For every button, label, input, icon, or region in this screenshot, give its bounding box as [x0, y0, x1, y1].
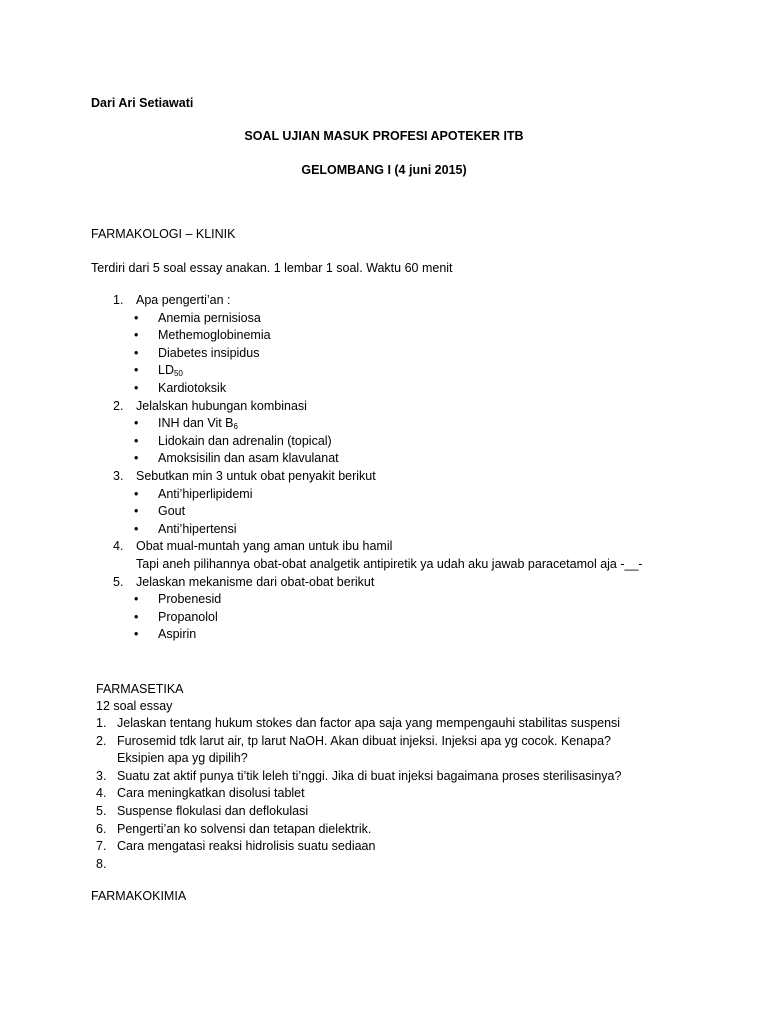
- question-item: [96, 715, 621, 733]
- question-text: Pengerti’an ko solvensi dan tetapan dielektrik.: [117, 821, 372, 836]
- question-number: 2.: [96, 733, 107, 748]
- question-item: [96, 821, 621, 839]
- question-item: [96, 856, 621, 874]
- bullet-icon: •: [134, 486, 139, 501]
- question-continuation: Tapi aneh pilihannya obat-obat analgetik antipiretik ya udah aku jawab paracetamol aja -__-: [136, 556, 643, 571]
- bullet-icon: •: [134, 451, 139, 466]
- question-text: Suatu zat aktif punya ti’tik leleh ti’nggi. Jika di buat injeksi bagaimana proses sterilisasinya?: [117, 768, 622, 783]
- list-item: • Anti’hipertensi: [113, 521, 643, 539]
- question-text: Jelalskan hubungan kombinasi: [136, 398, 307, 413]
- question-number: 2.: [113, 398, 124, 413]
- list-item: • Gout: [113, 503, 643, 521]
- list-item: • Lidokain dan adrenalin (topical): [113, 433, 643, 451]
- list-item: • Diabetes insipidus: [113, 345, 643, 363]
- question-text: Furosemid tdk larut air, tp larut NaOH. Akan dibuat injeksi. Injeksi apa yg cocok. Kenapa?: [117, 733, 612, 748]
- question-number: 7.: [96, 839, 107, 854]
- question-item: [113, 538, 643, 556]
- section-intro-farmasetika: 12 soal essay: [96, 699, 173, 713]
- section-heading-farmakologi: FARMAKOLOGI – KLINIK: [91, 227, 236, 241]
- bullet-icon: •: [134, 310, 139, 325]
- list-item: • Propanolol: [113, 609, 643, 627]
- question-number: 3.: [96, 768, 107, 783]
- section-heading-farmasetika: FARMASETIKA: [96, 682, 184, 696]
- question-item: [96, 785, 621, 803]
- bullet-icon: •: [134, 345, 139, 360]
- farmakologi-question-list: [113, 292, 643, 644]
- bullet-icon: •: [134, 504, 139, 519]
- question-item: [113, 398, 643, 416]
- question-text: Obat mual-muntah yang aman untuk ibu hamil: [136, 539, 393, 554]
- question-text: Sebutkan min 3 untuk obat penyakit berikut: [136, 468, 376, 483]
- question-item: [113, 574, 643, 592]
- list-item: • Aspirin: [113, 626, 643, 644]
- list-item: • Probenesid: [113, 591, 643, 609]
- question-item: [96, 803, 621, 821]
- question-item: [113, 468, 643, 486]
- question-continuation: Eksipien apa yg dipilih?: [117, 751, 248, 766]
- question-text: Apa pengerti’an :: [136, 293, 231, 307]
- question-item: [96, 838, 621, 856]
- question-text: Jelaskan mekanisme dari obat-obat berikut: [136, 574, 375, 589]
- section-intro-farmakologi: Terdiri dari 5 soal essay anakan. 1 lembar 1 soal. Waktu 60 menit: [91, 261, 453, 275]
- bullet-icon: •: [134, 592, 139, 607]
- question-item: [96, 768, 621, 786]
- bullet-icon: •: [134, 627, 139, 642]
- list-item: • Amoksisilin dan asam klavulanat: [113, 450, 643, 468]
- question-text: Jelaskan tentang hukum stokes dan factor apa saja yang mempengauhi stabilitas suspensi: [117, 716, 621, 730]
- question-number: 1.: [113, 293, 124, 307]
- list-item: • $LD_{50}$: [134, 363, 183, 379]
- bullet-icon: •: [134, 328, 139, 343]
- bullet-icon: •: [134, 416, 139, 431]
- list-item: • INH dan Vit $B_6$: [134, 416, 238, 432]
- question-item: [96, 733, 621, 751]
- question-item: [113, 292, 643, 310]
- question-text: Cara meningkatkan disolusi tablet: [117, 786, 305, 801]
- list-item: • Anti’hiperlipidemi: [113, 486, 643, 504]
- list-item: • Kardiotoksik: [113, 380, 643, 398]
- question-text: Cara mengatasi reaksi hidrolisis suatu sediaan: [117, 839, 376, 854]
- document-title: SOAL UJIAN MASUK PROFESI APOTEKER ITB: [244, 129, 524, 143]
- question-number: 8.: [96, 856, 107, 871]
- bullet-icon: •: [134, 609, 139, 624]
- question-text: Suspense flokulasi dan deflokulasi: [117, 803, 309, 818]
- question-number: 6.: [96, 821, 107, 836]
- question-number: 5.: [96, 803, 107, 818]
- bullet-icon: •: [134, 433, 139, 448]
- author-line: Dari Ari Setiawati: [91, 96, 194, 110]
- bullet-icon: •: [134, 380, 139, 395]
- bullet-icon: •: [134, 363, 139, 378]
- question-number: 4.: [113, 539, 124, 554]
- section-heading-farmakokimia: FARMAKOKIMIA: [91, 889, 187, 903]
- list-item: • Methemoglobinemia: [113, 327, 643, 345]
- question-number: 4.: [96, 786, 107, 801]
- document-subtitle: GELOMBANG I (4 juni 2015): [301, 163, 467, 177]
- bullet-icon: •: [134, 521, 139, 536]
- question-number: 5.: [113, 574, 124, 589]
- list-item: • Anemia pernisiosa: [113, 310, 643, 328]
- question-number: 1.: [96, 716, 107, 730]
- question-number: 3.: [113, 468, 124, 483]
- farmasetika-question-list: [96, 715, 621, 873]
